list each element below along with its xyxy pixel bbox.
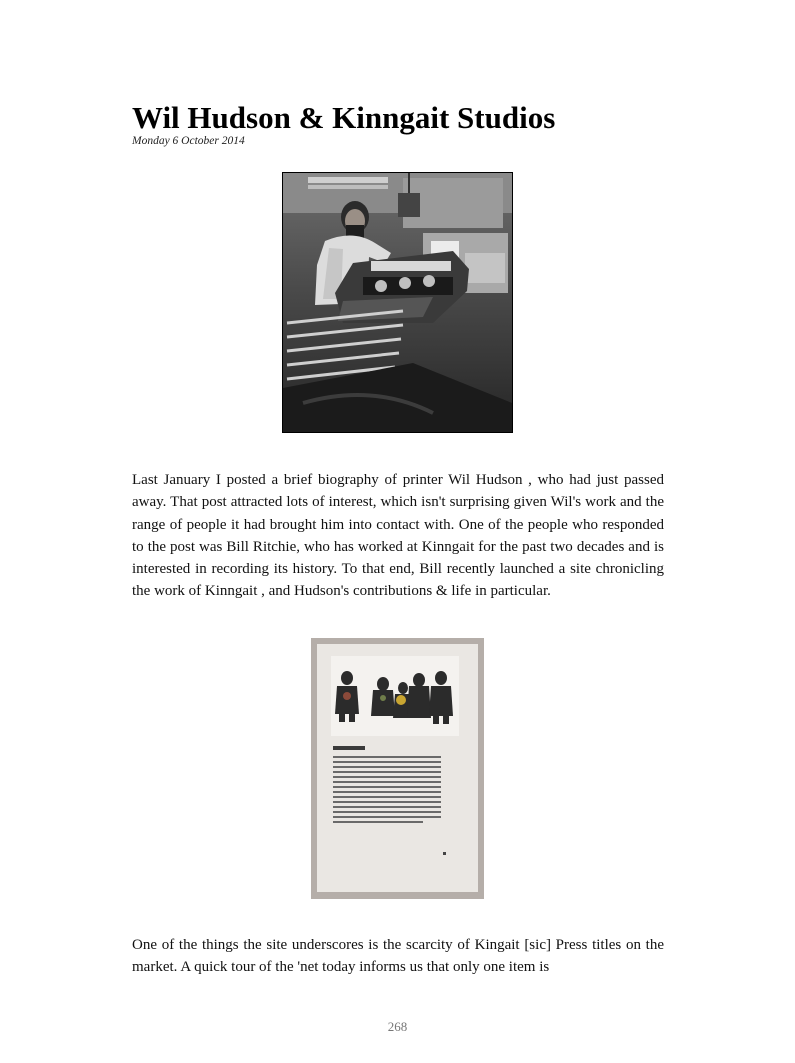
- body-paragraph: Last January I posted a brief biography of printer Wil Hudson , who had just passed away. That post attracted lots of interest, which isn't surprising given Wil's work and the range of people it had brought him into contact with. One of the people who responded to the post was Bill Ritchie, who has worked at Kinngait for the past two decades and is interested in recording its history. To that end, Bill recently launched a site chronicling the work of Kinngait , and Hudson's contributions & life in particular.: [132, 472, 664, 600]
- article-date: Monday 6 October 2014: [132, 135, 245, 147]
- page-number: 268: [387, 1019, 408, 1034]
- printer-photo: [282, 172, 513, 433]
- article-title: Wil Hudson & Kinngait Studios: [132, 100, 556, 135]
- body-paragraph: One of the things the site underscores is the scarcity of Kingait [sic] Press titles on the market. A quick tour of the 'net today informs us that only one item is: [132, 937, 664, 976]
- book-page-photo: [311, 638, 484, 899]
